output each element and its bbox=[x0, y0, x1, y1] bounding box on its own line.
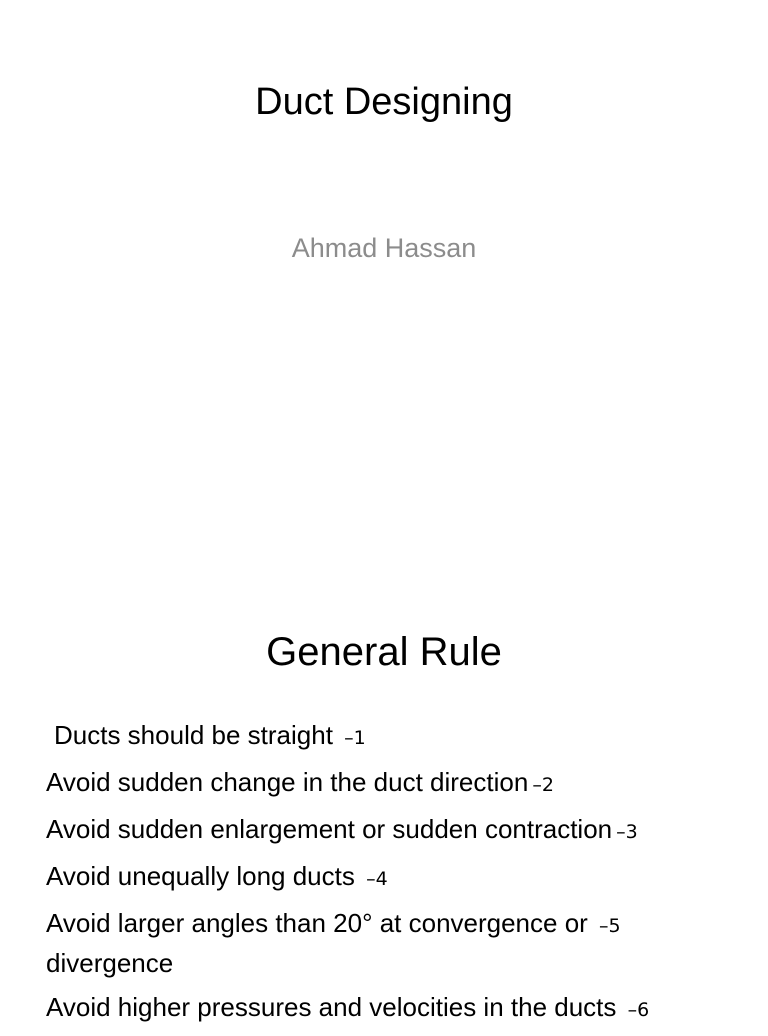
rule-item-5 bbox=[46, 905, 746, 982]
rule-number: –5 bbox=[599, 915, 621, 937]
rule-item-2 bbox=[46, 764, 746, 804]
rules-slide bbox=[0, 560, 768, 1024]
rule-text-continuation: divergence bbox=[46, 948, 174, 978]
rule-text: Ducts should be straight bbox=[54, 720, 341, 750]
slide-title: Duct Designing bbox=[255, 81, 513, 123]
rule-number: –6 bbox=[627, 999, 650, 1021]
rules-title: General Rule bbox=[266, 630, 502, 674]
rule-item-3 bbox=[46, 811, 746, 851]
rule-text: Avoid larger angles than 20° at convergence or bbox=[46, 908, 596, 938]
rule-number: –2 bbox=[532, 774, 554, 796]
rule-item-4 bbox=[46, 858, 746, 898]
rules-list bbox=[46, 717, 746, 1036]
rule-text: Avoid sudden change in the duct direction bbox=[46, 767, 529, 797]
rule-text: Avoid higher pressures and velocities in the ducts bbox=[46, 992, 624, 1022]
rule-number: –4 bbox=[366, 868, 388, 890]
slide-subtitle-author: Ahmad Hassan bbox=[291, 233, 477, 263]
rule-text: Avoid sudden enlargement or sudden contraction bbox=[46, 814, 613, 844]
rule-number: –1 bbox=[344, 727, 366, 749]
rule-text: Avoid unequally long ducts bbox=[46, 861, 363, 891]
rule-item-1 bbox=[46, 717, 746, 757]
rule-number: –3 bbox=[616, 821, 638, 843]
rule-item-6 bbox=[46, 989, 746, 1029]
